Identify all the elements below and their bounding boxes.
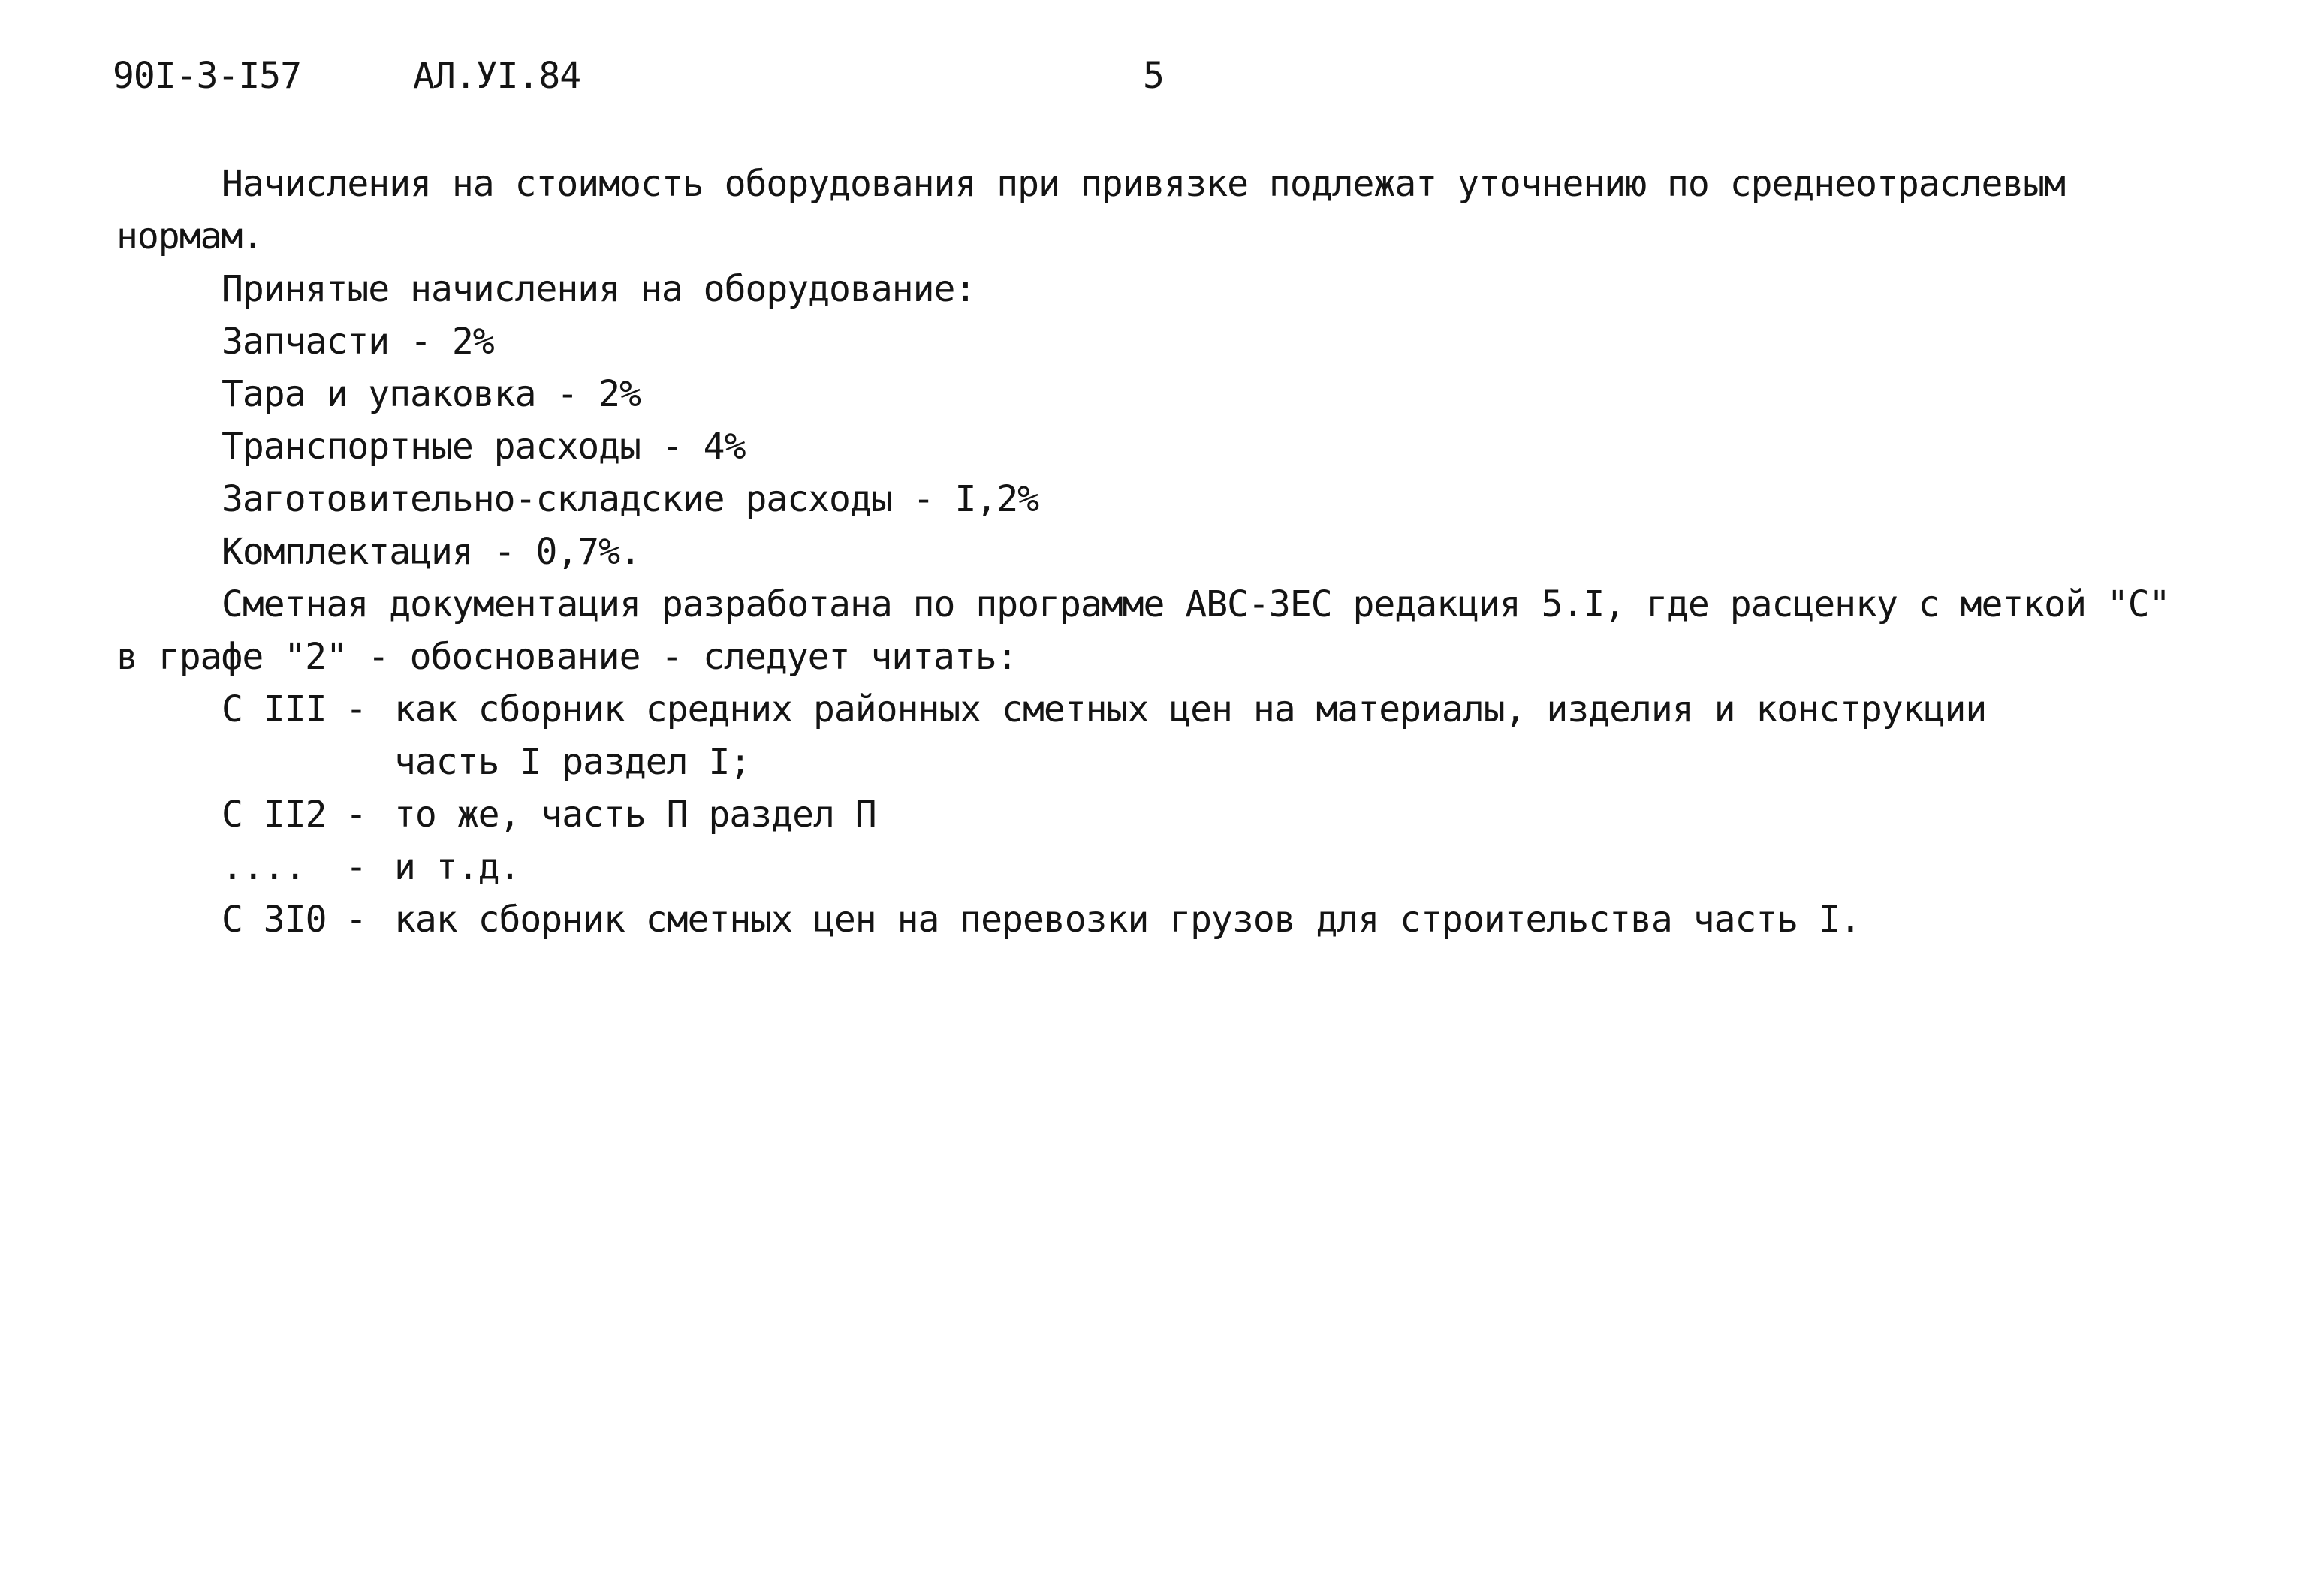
code-entry-c112 xyxy=(116,788,2234,841)
page-header xyxy=(113,50,2140,102)
charge-assembly: Комплектация - 0,7%. xyxy=(222,531,641,573)
code-entry-c111-continuation: часть I раздел I; xyxy=(394,741,751,783)
charge-spare-parts: Запчасти - 2% xyxy=(222,321,494,363)
code-description: как сборник сметных цен на перевозки грузов для строительства часть I. xyxy=(394,899,1861,941)
code-description: то же, часть П раздел П xyxy=(394,793,876,836)
code-entry-etc xyxy=(116,841,2234,893)
code-dash: - xyxy=(345,688,366,730)
charge-packaging: Тара и упаковка - 2% xyxy=(222,373,641,415)
paragraph-equipment-charges-line1 xyxy=(116,158,2234,210)
sheet-code: АЛ.УI.84 xyxy=(413,55,581,97)
code-label: С III xyxy=(222,688,327,730)
charge-procurement-storage: Заготовительно-складские расходы - I,2% xyxy=(222,478,1039,520)
code-dash: - xyxy=(345,846,366,888)
code-entry-c310 xyxy=(116,893,2234,946)
paragraph-accepted-charges: Принятые начисления на оборудование: xyxy=(222,268,976,310)
code-label: .... xyxy=(222,846,306,888)
code-dash: - xyxy=(345,793,366,836)
paragraph-estimate-docs-line2: в графе "2" - обоснование - следует читать: xyxy=(116,636,1017,678)
document-code: 90I-3-I57 xyxy=(113,55,302,97)
code-entry-c111 xyxy=(116,683,2234,736)
paragraph-equipment-charges-line2: нормам. xyxy=(116,215,264,257)
code-label: С II2 xyxy=(222,793,327,836)
code-description: и т.д. xyxy=(394,846,520,888)
code-description: как сборник средних районных сметных цен на материалы, изделия и конструкции xyxy=(394,688,1987,730)
code-label: С 3I0 xyxy=(222,899,327,941)
document-body xyxy=(116,158,2234,946)
charge-transport: Транспортные расходы - 4% xyxy=(222,426,746,468)
paragraph-estimate-docs-line1: Сметная документация разработана по программе АВС-ЗЕС редакция 5.I, где расценку с меткой "С" xyxy=(222,583,2170,625)
code-dash: - xyxy=(345,899,366,941)
page-number: 5 xyxy=(1143,55,1164,97)
paragraph-text: Начисления на стоимость оборудования при привязке подлежат уточнению по среднеотраслевым xyxy=(222,163,2066,205)
